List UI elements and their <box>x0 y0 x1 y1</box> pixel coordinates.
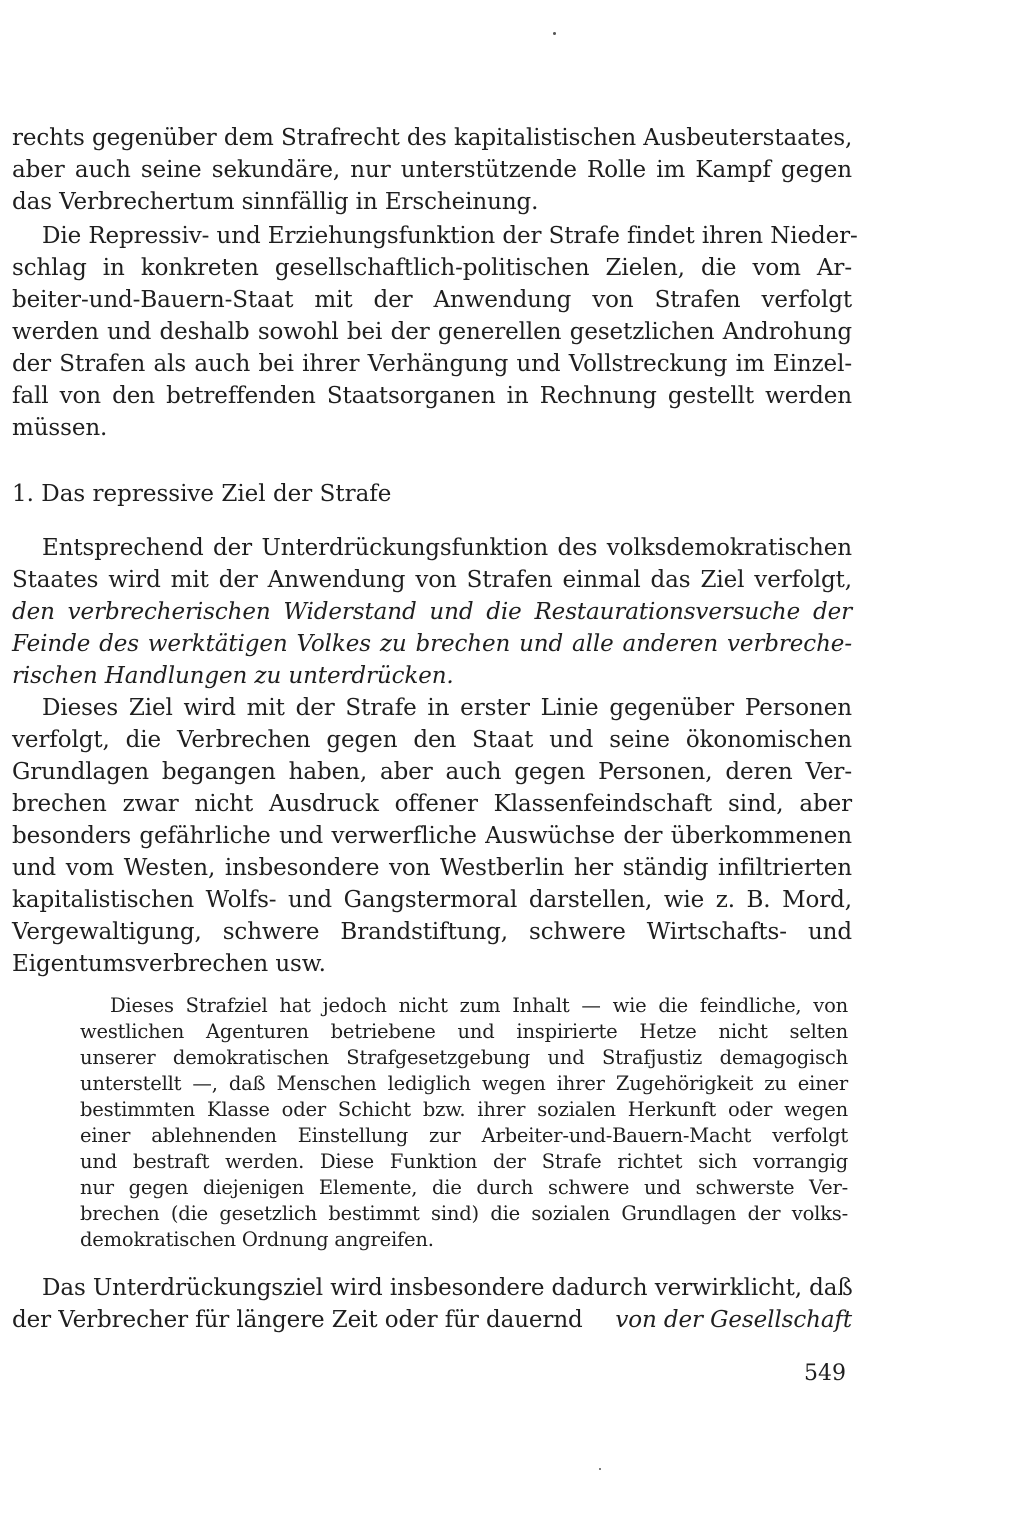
text-line: der Strafen als auch bei ihrer Verhängung und Vollstreckung im Einzel- <box>12 351 852 377</box>
italic-text-segment: von der Gesellschaft <box>615 1307 852 1333</box>
small-text-line: und bestraft werden. Diese Funktion der Strafe richtet sich vorrangig <box>80 1150 848 1173</box>
text-line <box>12 1304 852 1336</box>
small-text-line: einer ablehnenden Einstellung zur Arbeiter-und-Bauern-Macht verfolgt <box>80 1124 848 1147</box>
text-line: rechts gegenüber dem Strafrecht des kapitalistischen Ausbeuterstaates, <box>12 125 853 151</box>
text-line: Dieses Ziel wird mit der Strafe in erster Linie gegenüber Personen <box>42 695 852 721</box>
text-line: brechen zwar nicht Ausdruck offener Klassenfeindschaft sind, aber <box>12 791 852 817</box>
small-text-line: westlichen Agenturen betriebene und inspirierte Hetze nicht selten <box>80 1020 848 1043</box>
text-line: aber auch seine sekundäre, nur unterstützende Rolle im Kampf gegen <box>12 157 852 183</box>
text-line: Das Unterdrückungsziel wird insbesondere dadurch verwirklicht, daß <box>42 1275 853 1301</box>
small-text-line: nur gegen diejenigen Elemente, die durch schwere und schwerste Ver- <box>80 1176 848 1199</box>
small-text-line: bestimmten Klasse oder Schicht bzw. ihrer sozialen Herkunft oder wegen <box>80 1098 848 1121</box>
small-text-line: Dieses Strafziel hat jedoch nicht zum Inhalt — wie die feindliche, von <box>110 994 848 1017</box>
page-number: 549 <box>804 1361 846 1386</box>
text-line: schlag in konkreten gesellschaftlich-politischen Zielen, die vom Ar- <box>12 255 852 281</box>
text-line: müssen. <box>12 415 108 441</box>
text-line: Entsprechend der Unterdrückungsfunktion des volksdemokratischen <box>42 535 852 561</box>
text-line: und vom Westen, insbesondere von Westberlin her ständig infiltrierten <box>12 855 852 881</box>
italic-text-line: den verbrecherischen Widerstand und die Restaurationsversuche der <box>12 599 852 625</box>
text-line: Grundlagen begangen haben, aber auch gegen Personen, deren Ver- <box>12 759 852 785</box>
text-line: Eigentumsverbrechen usw. <box>12 951 326 977</box>
text-line: Staates wird mit der Anwendung von Strafen einmal das Ziel verfolgt, <box>12 567 852 593</box>
text-line: beiter-und-Bauern-Staat mit der Anwendung von Strafen verfolgt <box>12 287 852 313</box>
text-line: besonders gefährliche und verwerfliche Auswüchse der überkommenen <box>12 823 852 849</box>
scan-speck <box>553 32 556 35</box>
text-line: Vergewaltigung, schwere Brandstiftung, schwere Wirtschafts- und <box>12 919 852 945</box>
small-text-line: brechen (die gesetzlich bestimmt sind) die sozialen Grundlagen der volks- <box>80 1202 848 1225</box>
italic-text-line: rischen Handlungen zu unterdrücken. <box>12 663 454 689</box>
text-line: verfolgt, die Verbrechen gegen den Staat und seine ökonomischen <box>12 727 852 753</box>
scan-speck <box>599 1468 601 1470</box>
small-text-line: unterstellt —, daß Menschen lediglich wegen ihrer Zugehörigkeit zu einer <box>80 1072 848 1095</box>
text-line: kapitalistischen Wolfs- und Gangstermoral darstellen, wie z. B. Mord, <box>12 887 852 913</box>
text-line: das Verbrechertum sinnfällig in Erscheinung. <box>12 189 539 215</box>
text-line: Die Repressiv- und Erziehungsfunktion der Strafe findet ihren Nieder- <box>42 223 858 249</box>
section-heading: 1. Das repressive Ziel der Strafe <box>12 481 392 507</box>
small-text-line: demokratischen Ordnung angreifen. <box>80 1228 434 1251</box>
small-text-line: unserer demokratischen Strafgesetzgebung und Strafjustiz demagogisch <box>80 1046 848 1069</box>
text-segment: der Verbrecher für längere Zeit oder für dauernd <box>12 1307 583 1333</box>
italic-text-line: Feinde des werktätigen Volkes zu brechen und alle anderen verbreche- <box>12 631 852 657</box>
text-line: werden und deshalb sowohl bei der generellen gesetzlichen Androhung <box>12 319 852 345</box>
text-line: fall von den betreffenden Staatsorganen in Rechnung gestellt werden <box>12 383 852 409</box>
